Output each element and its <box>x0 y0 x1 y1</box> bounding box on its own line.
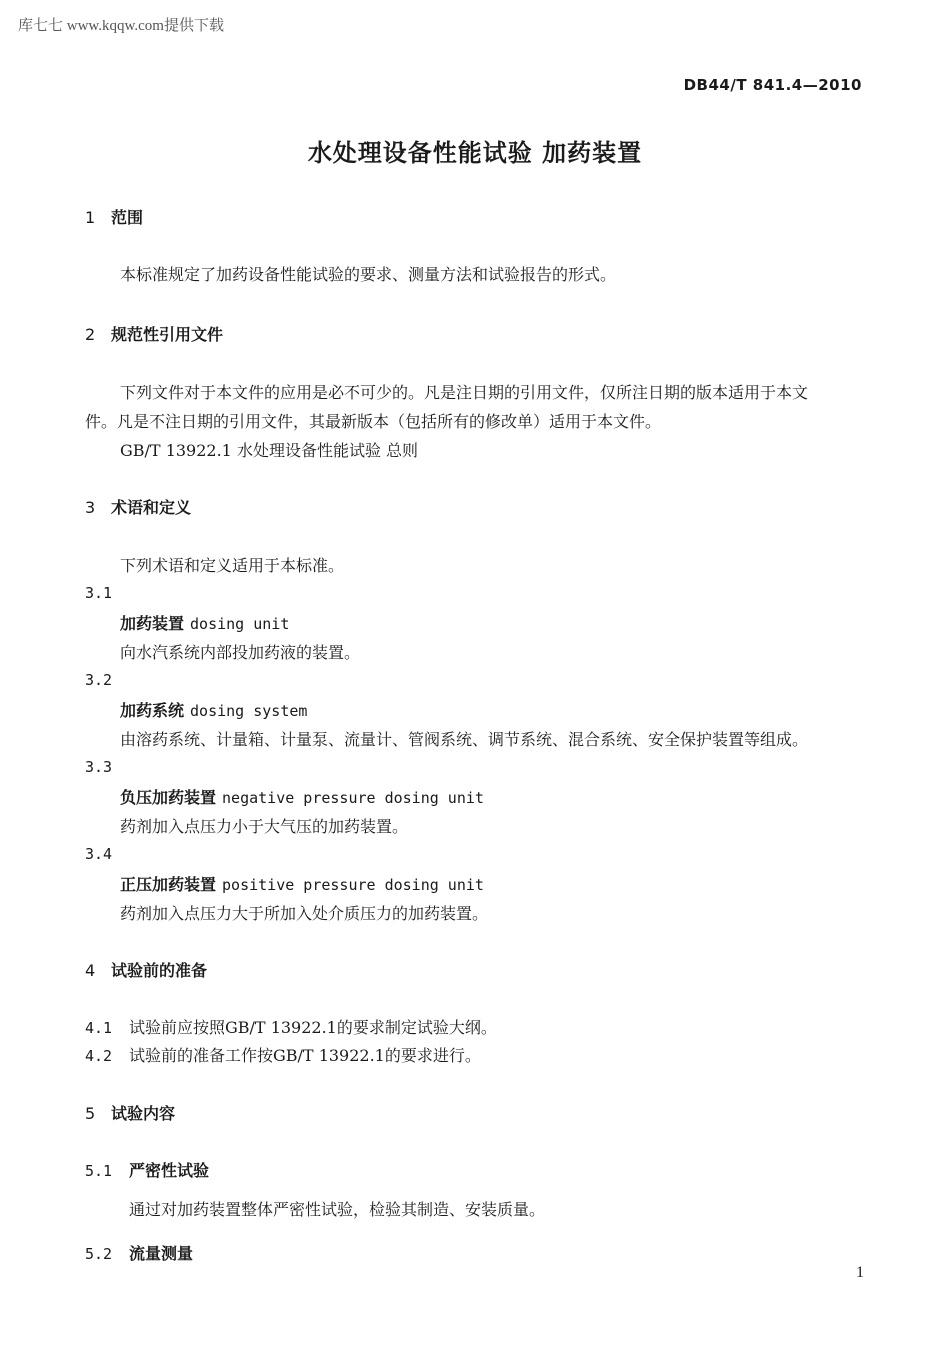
clause-number: 4.2 <box>85 1047 113 1065</box>
term-name <box>120 785 484 808</box>
clause-4-2 <box>85 1043 481 1066</box>
term-number: 3.1 <box>85 584 113 602</box>
section-title: 规范性引用文件 <box>111 325 224 344</box>
clause-4-1 <box>85 1015 497 1038</box>
term-zh: 加药系统 <box>120 701 185 720</box>
clause-number: 5.1 <box>85 1162 113 1180</box>
term-number: 3.4 <box>85 845 113 863</box>
term-en: dosing system <box>190 702 308 720</box>
section-number: 4 <box>85 961 96 980</box>
clause-text: 试验前的准备工作按GB/T 13922.1的要求进行。 <box>129 1046 481 1065</box>
term-number: 3.2 <box>85 671 113 689</box>
term-zh: 加药装置 <box>120 614 185 633</box>
section-1-body: 本标准规定了加药设备性能试验的要求、测量方法和试验报告的形式。 <box>120 265 617 284</box>
section-3-heading <box>85 495 191 518</box>
section-number: 1 <box>85 208 96 227</box>
section-2-body-line2: 件。凡是不注日期的引用文件，其最新版本（包括所有的修改单）适用于本文件。 <box>85 412 662 431</box>
term-definition: 药剂加入点压力小于大气压的加药装置。 <box>120 817 409 836</box>
term-definition: 向水汽系统内部投加药液的装置。 <box>120 643 361 662</box>
section-number: 5 <box>85 1104 96 1123</box>
page-number: 1 <box>856 1264 864 1281</box>
term-number: 3.3 <box>85 758 113 776</box>
subsection-title: 流量测量 <box>129 1244 194 1263</box>
section-title: 范围 <box>111 208 144 227</box>
section-2-body-line1: 下列文件对于本文件的应用是必不可少的。凡是注日期的引用文件，仅所注日期的版本适用于本文 <box>120 383 809 402</box>
section-4-heading <box>85 958 207 981</box>
clause-text: 试验前应按照GB/T 13922.1的要求制定试验大纲。 <box>129 1018 497 1037</box>
term-en: negative pressure dosing unit <box>222 789 484 807</box>
clause-number: 4.1 <box>85 1019 113 1037</box>
watermark: 库七七 www.kqqw.com提供下载 <box>18 18 224 34</box>
term-name <box>120 611 289 634</box>
subsection-5-2-heading <box>85 1241 193 1264</box>
subsection-title: 严密性试验 <box>129 1161 210 1180</box>
section-number: 2 <box>85 325 96 344</box>
section-number: 3 <box>85 498 96 517</box>
section-5-heading <box>85 1101 175 1124</box>
section-title: 试验内容 <box>111 1104 176 1123</box>
section-3-intro: 下列术语和定义适用于本标准。 <box>120 556 345 575</box>
clause-number: 5.2 <box>85 1245 113 1263</box>
section-1-heading <box>85 205 143 228</box>
section-2-heading <box>85 322 223 345</box>
subsection-5-1-body: 通过对加药装置整体严密性试验，检验其制造、安装质量。 <box>129 1200 546 1219</box>
normative-reference: GB/T 13922.1 水处理设备性能试验 总则 <box>120 441 419 460</box>
section-title: 试验前的准备 <box>111 961 208 980</box>
term-zh: 正压加药装置 <box>120 875 217 894</box>
term-en: dosing unit <box>190 615 290 633</box>
term-en: positive pressure dosing unit <box>222 876 484 894</box>
term-zh: 负压加药装置 <box>120 788 217 807</box>
document-number: DB44/T 841.4—2010 <box>683 76 862 94</box>
term-name <box>120 698 307 721</box>
term-definition: 由溶药系统、计量箱、计量泵、流量计、管阀系统、调节系统、混合系统、安全保护装置等组成。 <box>120 730 809 749</box>
subsection-5-1-heading <box>85 1158 209 1181</box>
term-name <box>120 872 484 895</box>
section-title: 术语和定义 <box>111 498 192 517</box>
page-title: 水处理设备性能试验 加药装置 <box>307 139 643 167</box>
term-definition: 药剂加入点压力大于所加入处介质压力的加药装置。 <box>120 904 489 923</box>
